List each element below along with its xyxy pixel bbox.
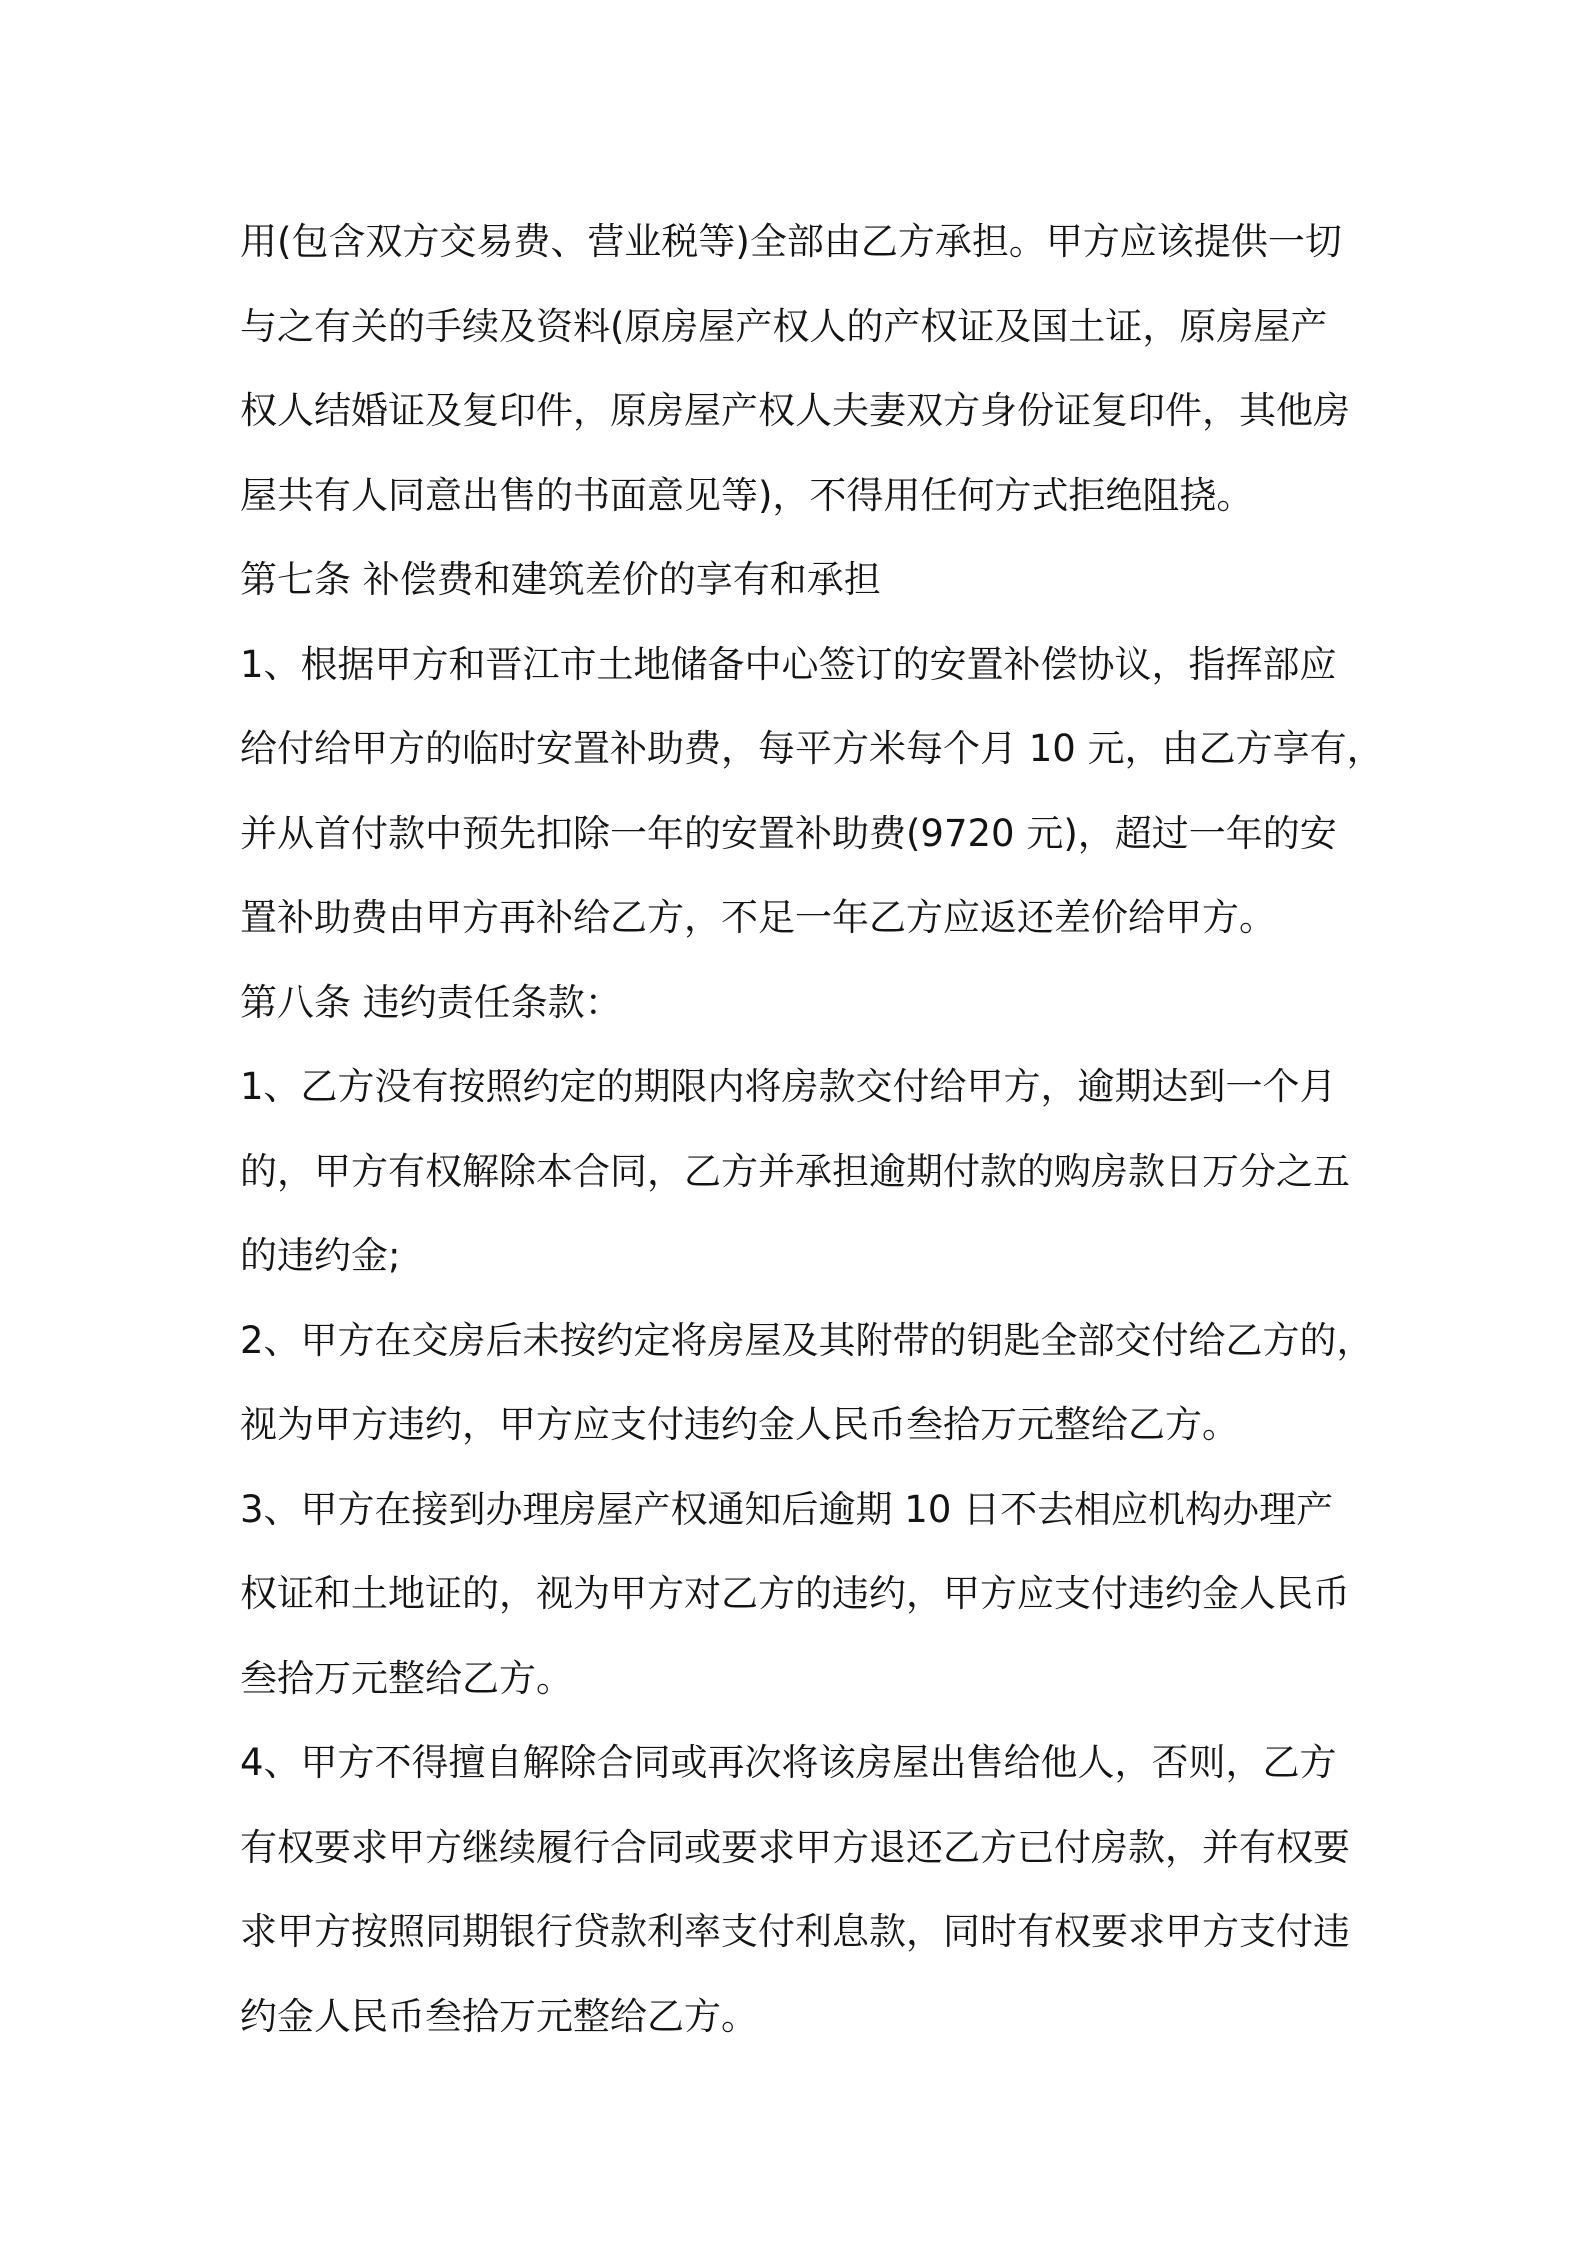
text-line: 权人结婚证及复印件，原房屋产权人夫妻双方身份证复印件，其他房: [240, 389, 1350, 432]
text-line: 权证和土地证的，视为甲方对乙方的违约，甲方应支付违约金人民币: [240, 1572, 1350, 1615]
text-line: 1、乙方没有按照约定的期限内将房款交付给甲方，逾期达到一个月: [240, 1065, 1337, 1108]
text-line: 有权要求甲方继续履行合同或要求甲方退还乙方已付房款，并有权要: [240, 1825, 1350, 1869]
text-line: 2、甲方在交房后未按约定将房屋及其附带的钥匙全部交付给乙方的，: [240, 1318, 1374, 1362]
document-body: [240, 200, 1384, 2059]
text-line: 屋共有人同意出售的书面意见等)，不得用任何方式拒绝阻挠。: [240, 473, 1254, 517]
text-line: 1、根据甲方和晋江市土地储备中心签订的安置补偿协议，指挥部应: [240, 642, 1337, 686]
text-line: 约金人民币叁拾万元整给乙方。: [240, 1994, 758, 2038]
text-line: 视为甲方违约，甲方应支付违约金人民币叁拾万元整给乙方。: [240, 1403, 1239, 1446]
section-heading-article-7: 第七条 补偿费和建筑差价的享有和承担: [240, 558, 881, 601]
text-line: 置补助费由甲方再补给乙方，不足一年乙方应返还差价给甲方。: [240, 896, 1276, 939]
text-line: 并从首付款中预先扣除一年的安置补助费(9720 元)，超过一年的安: [240, 811, 1337, 855]
text-line: 给付给甲方的临时安置补助费，每平方米每个月 10 元，由乙方享有，: [240, 727, 1384, 770]
text-line: 的违约金;: [240, 1234, 401, 1277]
text-line: 与之有关的手续及资料(原房屋产权人的产权证及国土证，原房屋产: [240, 304, 1328, 348]
text-line: 用(包含双方交易费、营业税等)全部由乙方承担。甲方应该提供一切: [240, 220, 1342, 263]
text-line: 叁拾万元整给乙方。: [240, 1656, 573, 1700]
text-line: 求甲方按照同期银行贷款利率支付利息款，同时有权要求甲方支付违: [240, 1910, 1350, 1953]
section-heading-article-8: 第八条 违约责任条款：: [240, 980, 622, 1024]
text-line: 3、甲方在接到办理房屋产权通知后逾期 10 日不去相应机构办理产: [240, 1487, 1334, 1531]
text-line: 的，甲方有权解除本合同，乙方并承担逾期付款的购房款日万分之五: [240, 1149, 1350, 1193]
text-line: 4、甲方不得擅自解除合同或再次将该房屋出售给他人，否则，乙方: [240, 1741, 1337, 1784]
